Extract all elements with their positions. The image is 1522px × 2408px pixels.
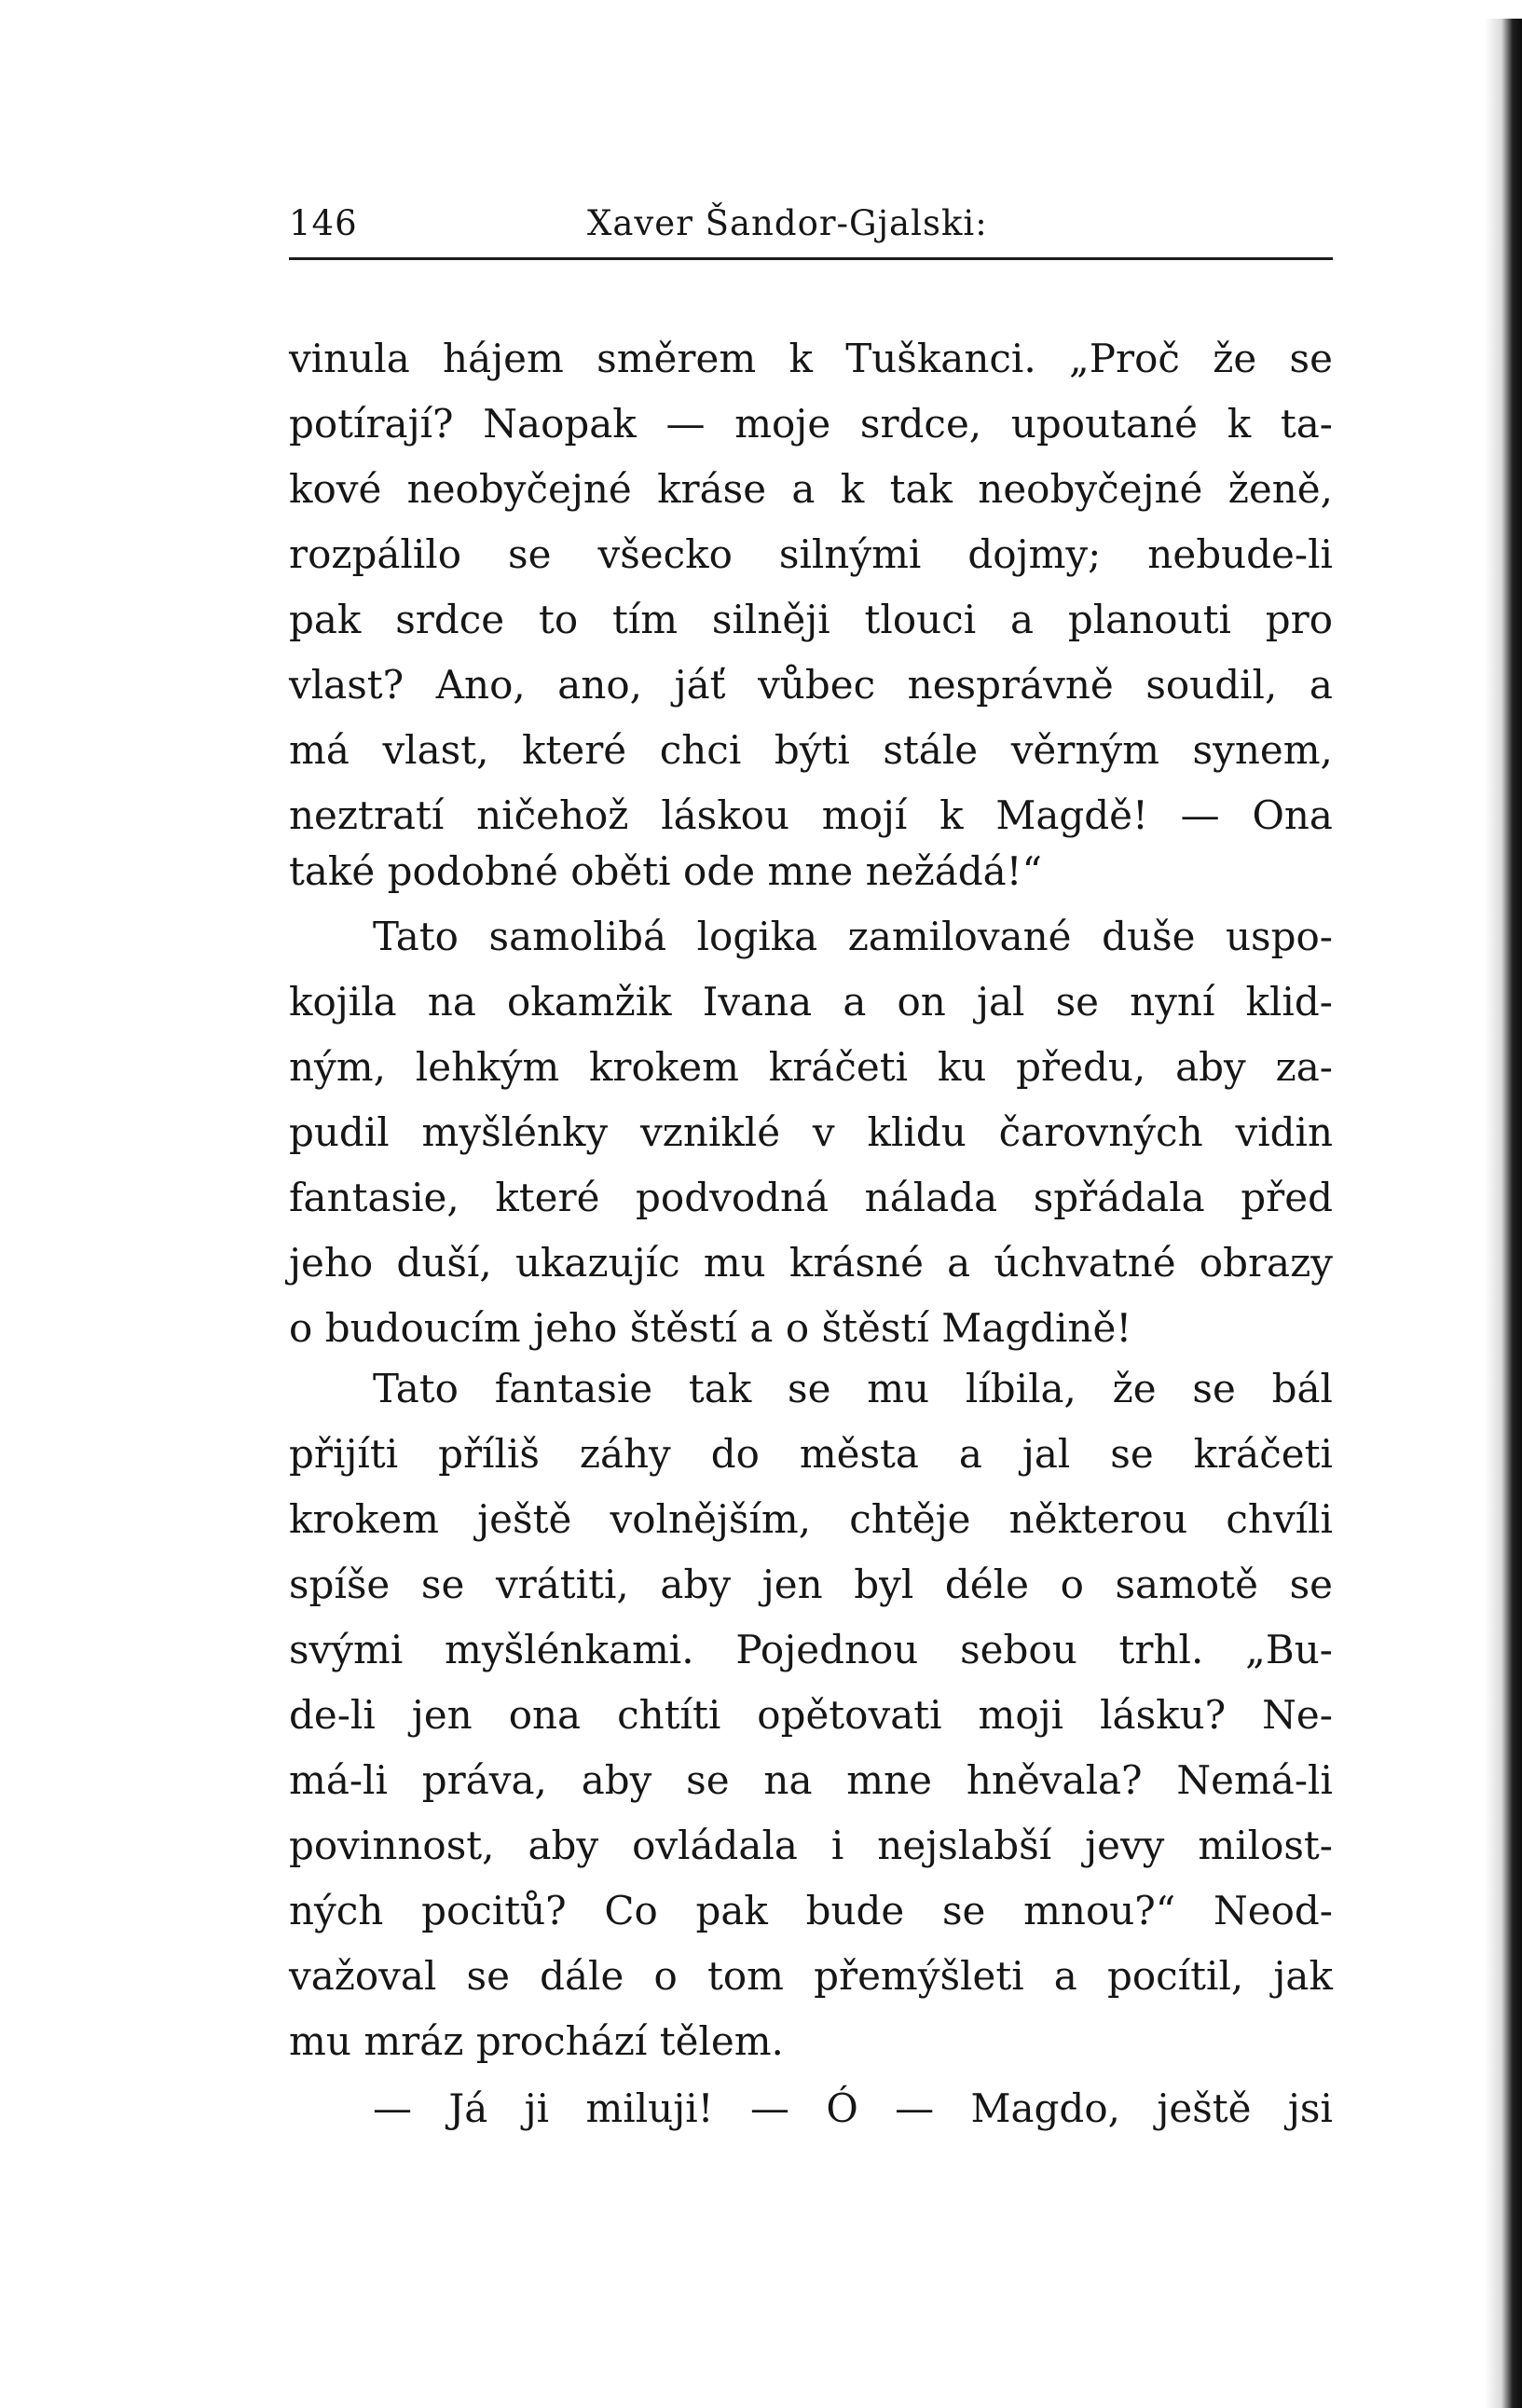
word: úchvatné [994, 1240, 1176, 1286]
word: klidu [867, 1109, 967, 1155]
word: mne [846, 1757, 933, 1803]
word: bude [805, 1888, 905, 1933]
word: silnými [778, 531, 922, 577]
word: duší, [396, 1240, 492, 1286]
text-line [373, 1361, 1333, 1417]
word: „Bu- [1245, 1627, 1333, 1672]
text-line [289, 2014, 1333, 2070]
word: a [1009, 597, 1035, 642]
word: pak [289, 597, 362, 642]
word: se [686, 1757, 730, 1803]
word: lásku? [1100, 1692, 1227, 1738]
word: fantasie, [289, 1175, 459, 1220]
header-rule [289, 257, 1333, 260]
word: okamžik [507, 979, 672, 1025]
word: před [1241, 1175, 1333, 1220]
word: Naopak [483, 401, 637, 447]
word: podobné [387, 848, 558, 894]
word: a [791, 466, 816, 512]
text-line [289, 1170, 1333, 1226]
word: trhl. [1118, 1627, 1204, 1672]
word: krokem [289, 1496, 439, 1542]
text-line [289, 657, 1333, 713]
word: „Proč [1069, 336, 1180, 381]
word: také [289, 848, 376, 894]
word: Ó [826, 2085, 858, 2131]
word: věrným [1010, 727, 1159, 773]
text-line [289, 974, 1333, 1030]
word: aby [528, 1823, 599, 1868]
word: tlouci [864, 597, 977, 642]
word: tělem. [659, 2018, 784, 2064]
text-line [289, 396, 1333, 452]
word: Já [448, 2085, 488, 2131]
word: pocitů? [421, 1888, 567, 1933]
word: myšlénkami. [445, 1627, 694, 1672]
running-head [289, 198, 1333, 250]
word: opětovati [757, 1692, 942, 1738]
word: moje [734, 401, 831, 447]
word: vůbec [758, 662, 876, 708]
word: jal [1022, 1431, 1071, 1477]
word: vlast? [289, 662, 404, 708]
word: nebude-li [1147, 531, 1333, 577]
text-line [289, 331, 1333, 387]
text-line [289, 592, 1333, 648]
text-line [373, 2081, 1333, 2137]
word: spřádala [1033, 1175, 1205, 1220]
word: milost- [1198, 1823, 1333, 1868]
word: se [941, 1888, 986, 1933]
word: Magdě! [995, 792, 1148, 838]
word: miluji! [585, 2085, 714, 2131]
word: mu [703, 1240, 766, 1286]
word: má [289, 727, 350, 773]
word: ta- [1280, 401, 1333, 447]
word: Magdo, [970, 2085, 1120, 2131]
word: soudil, [1145, 662, 1278, 708]
word: Tuškanci. [845, 336, 1036, 381]
word: do [710, 1431, 760, 1477]
word: — [895, 2085, 935, 2131]
word: aby [1175, 1044, 1246, 1090]
text-line [289, 1492, 1333, 1548]
word: on [897, 979, 946, 1025]
word: hájem [443, 336, 564, 381]
word: za- [1275, 1044, 1333, 1090]
word: oběti [570, 848, 671, 894]
word: Ona [1252, 792, 1333, 838]
word: štěstí [821, 1305, 929, 1351]
word: kové [289, 466, 382, 512]
word: ano, [557, 662, 643, 708]
word: vidin [1235, 1109, 1333, 1155]
word: mu [867, 1366, 930, 1411]
word: ovládala [632, 1823, 798, 1868]
word: logika [696, 914, 818, 959]
word: k [788, 336, 813, 381]
word: upoutané [1010, 401, 1198, 447]
word: a [1309, 662, 1333, 708]
word: o [1060, 1562, 1084, 1607]
word: chci [659, 727, 742, 773]
word: ona [508, 1692, 582, 1738]
word: kráse [657, 466, 767, 512]
word: býti [774, 727, 850, 773]
text-line [289, 461, 1333, 517]
word: Co [604, 1888, 658, 1933]
word: v [812, 1109, 835, 1155]
word: o [653, 1953, 678, 1999]
word: se [788, 1366, 831, 1411]
text-line [289, 844, 1333, 900]
word: směrem [596, 336, 757, 381]
word: se [420, 1562, 465, 1607]
word: pro [1265, 597, 1333, 642]
word: podvodná [636, 1175, 830, 1220]
word: kráčeti [1193, 1431, 1333, 1477]
word: duše [1102, 914, 1196, 959]
word: kojila [289, 979, 397, 1025]
word: láskou [661, 792, 790, 838]
word: synem, [1192, 727, 1333, 773]
word: čarovných [998, 1109, 1203, 1155]
word: budoucím [324, 1305, 521, 1351]
word: klid- [1245, 979, 1333, 1025]
text-line [289, 1426, 1333, 1482]
word: Ano, [435, 662, 526, 708]
word: aby [581, 1757, 652, 1803]
word: štěstí [629, 1305, 737, 1351]
word: chtěje [849, 1496, 971, 1542]
word: že [1213, 336, 1257, 381]
word: krokem [588, 1044, 739, 1090]
word: mojí [821, 792, 908, 838]
page-number: 146 [289, 203, 358, 243]
word: Ivana [702, 979, 813, 1025]
word: moji [978, 1692, 1064, 1738]
word: vinula [289, 336, 410, 381]
word: nálada [864, 1175, 998, 1220]
word: Ne- [1262, 1692, 1333, 1738]
running-title: Xaver Šandor-Gjalski: [587, 203, 988, 243]
word: mu [289, 2018, 351, 2064]
word: neztratí [289, 792, 445, 838]
word: vrátiti, [495, 1562, 629, 1607]
word: Magdině! [941, 1305, 1132, 1351]
word: zamilované [847, 914, 1072, 959]
word: jsi [1287, 2085, 1333, 2131]
word: tím [611, 597, 679, 642]
word: vlast, [382, 727, 489, 773]
word: má-li [289, 1757, 388, 1803]
word: dále [540, 1953, 624, 1999]
word: některou [1008, 1496, 1188, 1542]
text-line [289, 1948, 1333, 2004]
word: myšlénky [421, 1109, 609, 1155]
word: a [947, 1240, 971, 1286]
word: se [1110, 1431, 1154, 1477]
word: se [1289, 336, 1333, 381]
word: které [522, 727, 627, 773]
word: srdce, [859, 401, 982, 447]
word: se [466, 1953, 510, 1999]
word: práva, [421, 1757, 547, 1803]
word: — [665, 401, 706, 447]
word: všecko [597, 531, 733, 577]
word: jal [976, 979, 1025, 1025]
text-line [289, 1622, 1333, 1678]
word: tak [688, 1366, 752, 1411]
word: obrazy [1199, 1240, 1333, 1286]
text-line [373, 909, 1333, 965]
text-line [289, 722, 1333, 778]
text-line [289, 1687, 1333, 1743]
word: Tato [373, 914, 459, 959]
word: planouti [1067, 597, 1231, 642]
word: jak [1273, 1953, 1333, 1999]
word: byl [854, 1562, 914, 1607]
word: Neod- [1213, 1888, 1333, 1933]
word: mnou?“ [1023, 1888, 1176, 1933]
word: ode [683, 848, 756, 894]
word: samolibá [488, 914, 667, 959]
word: ji [524, 2085, 550, 2131]
word: nejslabší [877, 1823, 1052, 1868]
word: jen [761, 1562, 823, 1607]
word: a [843, 979, 867, 1025]
word: sebou [960, 1627, 1077, 1672]
word: ným, [289, 1044, 386, 1090]
word: rozpálilo [289, 531, 462, 577]
text-line [289, 1818, 1333, 1874]
word: spíše [289, 1562, 391, 1607]
word: potírají? [289, 401, 454, 447]
word: pak [695, 1888, 768, 1933]
word: se [508, 531, 552, 577]
word: že [1112, 1366, 1157, 1411]
word: které [495, 1175, 600, 1220]
word: svými [289, 1627, 404, 1672]
word: záhy [579, 1431, 671, 1477]
word: fantasie [494, 1366, 653, 1411]
word: stále [883, 727, 979, 773]
word: déle [944, 1562, 1029, 1607]
word: o [289, 1305, 313, 1351]
word: prochází [475, 2018, 648, 2064]
word: volnějším, [610, 1496, 812, 1542]
word: k [1227, 401, 1252, 447]
word: i [830, 1823, 844, 1868]
word: se [1192, 1366, 1236, 1411]
word: hněvala? [966, 1757, 1143, 1803]
word: se [1055, 979, 1100, 1025]
word: samotě [1115, 1562, 1258, 1607]
text-line [289, 1039, 1333, 1095]
text-line [289, 1105, 1333, 1161]
word: jeho [533, 1305, 618, 1351]
word: jeho [289, 1240, 374, 1286]
word: krásné [788, 1240, 924, 1286]
word: o [785, 1305, 810, 1351]
text-line [289, 1300, 1333, 1356]
word: ženě, [1227, 466, 1333, 512]
word: mráz [363, 2018, 464, 2064]
word: pudil [289, 1109, 390, 1155]
word: jevy [1085, 1823, 1165, 1868]
word: Pojednou [735, 1627, 919, 1672]
word: na [427, 979, 476, 1025]
word: povinnost, [289, 1823, 495, 1868]
word: — [1180, 792, 1220, 838]
word: jáť [674, 662, 726, 708]
word: příliš [438, 1431, 540, 1477]
word: k [939, 792, 964, 838]
word: města [799, 1431, 919, 1477]
word: Nemá-li [1176, 1757, 1333, 1803]
scan-page-edge [1485, 19, 1522, 2408]
word: ukazujíc [514, 1240, 680, 1286]
word: ku [937, 1044, 987, 1090]
word: Tato [373, 1366, 459, 1411]
word: aby [660, 1562, 732, 1607]
word: nežádá!“ [865, 848, 1043, 894]
word: ještě [1157, 2085, 1252, 2131]
word: silněji [711, 597, 830, 642]
word: k [840, 466, 865, 512]
word: nesprávně [907, 662, 1114, 708]
word: ještě [477, 1496, 572, 1542]
word: nyní [1130, 979, 1215, 1025]
word: neobyčejné [978, 466, 1203, 512]
word: na [763, 1757, 813, 1803]
word: jen [411, 1692, 473, 1738]
text-line [289, 1235, 1333, 1291]
word: přemýšleti [814, 1953, 1024, 1999]
word: chtíti [617, 1692, 721, 1738]
word: bál [1271, 1366, 1333, 1411]
text-line [289, 1883, 1333, 1939]
word: važoval [289, 1953, 437, 1999]
word: kráčeti [768, 1044, 909, 1090]
word: tom [706, 1953, 784, 1999]
word: ných [289, 1888, 384, 1933]
word: chvíli [1226, 1496, 1333, 1542]
word: uspo- [1226, 914, 1333, 959]
word: vzniklé [640, 1109, 781, 1155]
text-line [289, 1557, 1333, 1613]
word: a [1053, 1953, 1077, 1999]
word: a [958, 1431, 982, 1477]
word: líbila, [965, 1366, 1076, 1411]
word: pocítil, [1107, 1953, 1244, 1999]
word: — [373, 2085, 412, 2131]
word: lehkým [415, 1044, 560, 1090]
word: ničehož [476, 792, 629, 838]
text-line [289, 788, 1333, 844]
text-line [289, 527, 1333, 583]
word: tak [889, 466, 953, 512]
word: přijíti [289, 1431, 399, 1477]
word: srdce [395, 597, 505, 642]
word: se [1289, 1562, 1333, 1607]
word: dojmy; [967, 531, 1102, 577]
word: mne [767, 848, 854, 894]
word: a [749, 1305, 774, 1351]
word: de-li [289, 1692, 376, 1738]
word: neobyčejné [406, 466, 632, 512]
text-line [289, 1753, 1333, 1809]
word: předu, [1016, 1044, 1146, 1090]
word: to [538, 597, 579, 642]
word: — [749, 2085, 789, 2131]
